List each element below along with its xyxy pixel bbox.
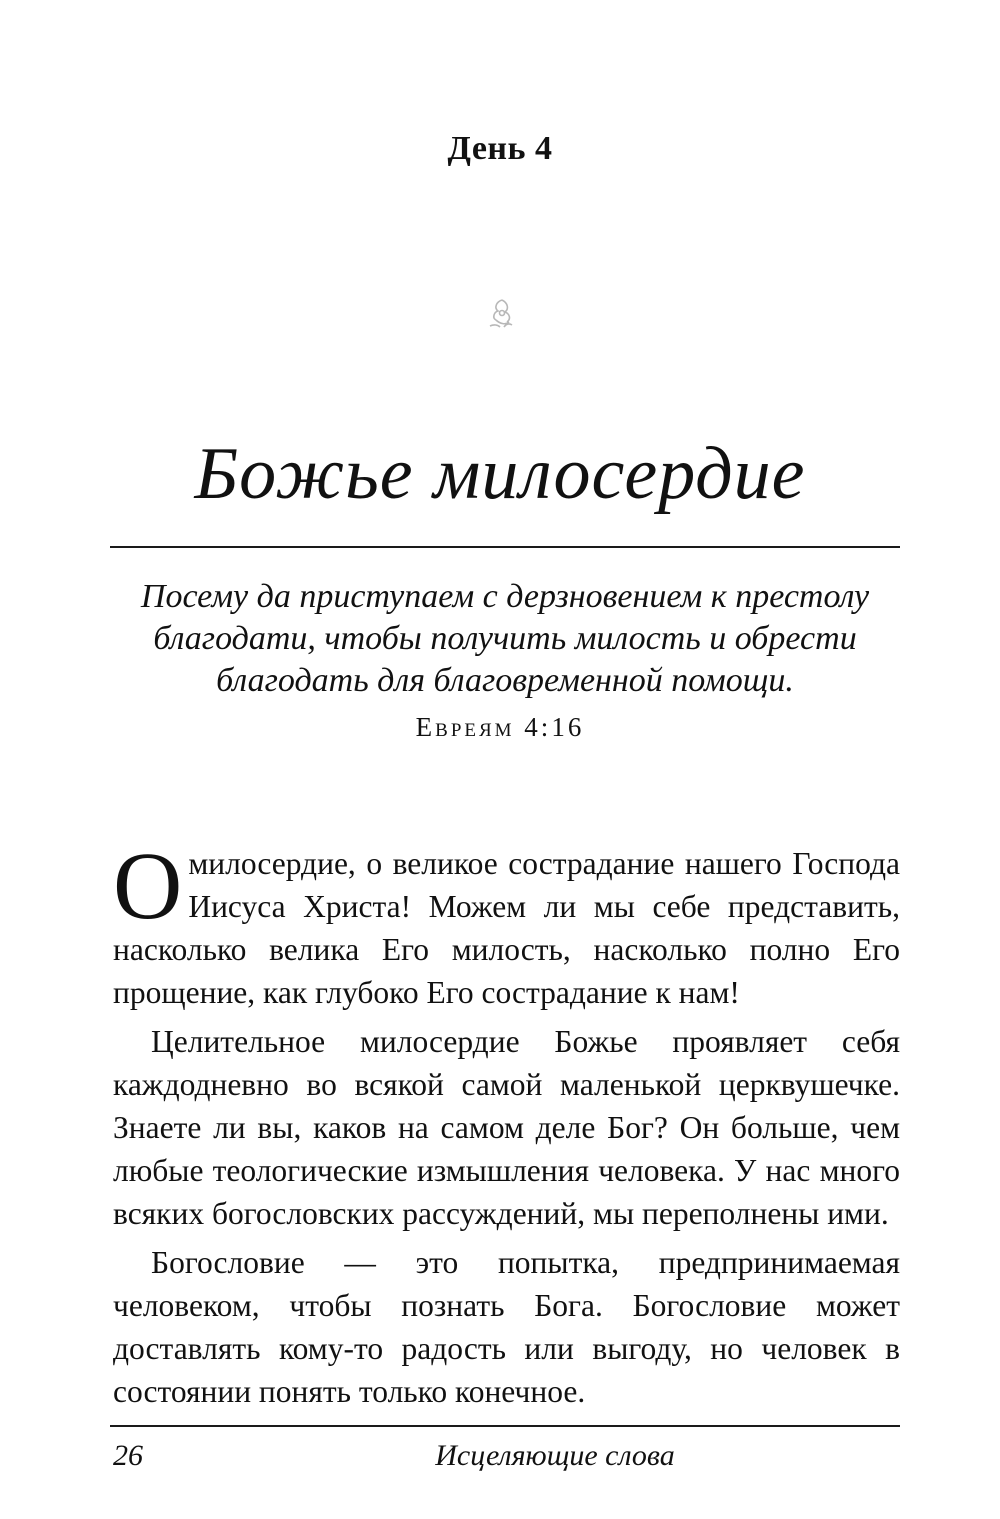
paragraph-2: Целительное милосердие Божье проявляет себя каждодневно во всякой самой маленькой церквушечке. Знаете ли вы, каков на самом деле Бог? Он больше, чем любые теологические измышления человека. У нас много всяких богословских рассуждений, мы переполнены ими. (113, 1024, 900, 1231)
paragraph-1 (113, 832, 900, 1014)
paragraph-3: Богословие — это попытка, предпринимаемая человеком, чтобы познать Бога. Богословие может доставлять кому-то радость или выгоду, но человек в состоянии понять только конечное. (113, 1245, 900, 1409)
footer-divider (110, 1425, 900, 1427)
day-heading: День 4 (447, 130, 553, 167)
title-divider (110, 546, 900, 548)
epigraph-quote: Посему да приступаем с дерзновением к престолу благодати, чтобы получить милость и обрести благодать для благовременной помощи. (140, 578, 870, 699)
page-number: 26 (113, 1439, 143, 1472)
epigraph-reference: Евреям 4:16 (415, 712, 585, 742)
chapter-title: Божье милосердие (194, 433, 806, 515)
paragraph-1-text: милосердие, о великое сострадание нашего Господа Иисуса Христа! Можем ли мы себе представить, насколько велика Его милость, насколько полно Его прощение, как глубоко Его сострадание к нам! (113, 846, 900, 1010)
drop-cap: О (113, 832, 183, 939)
floral-ornament-icon (482, 294, 522, 334)
body-text (113, 832, 900, 1419)
running-title: Исцеляющие слова (435, 1439, 675, 1472)
